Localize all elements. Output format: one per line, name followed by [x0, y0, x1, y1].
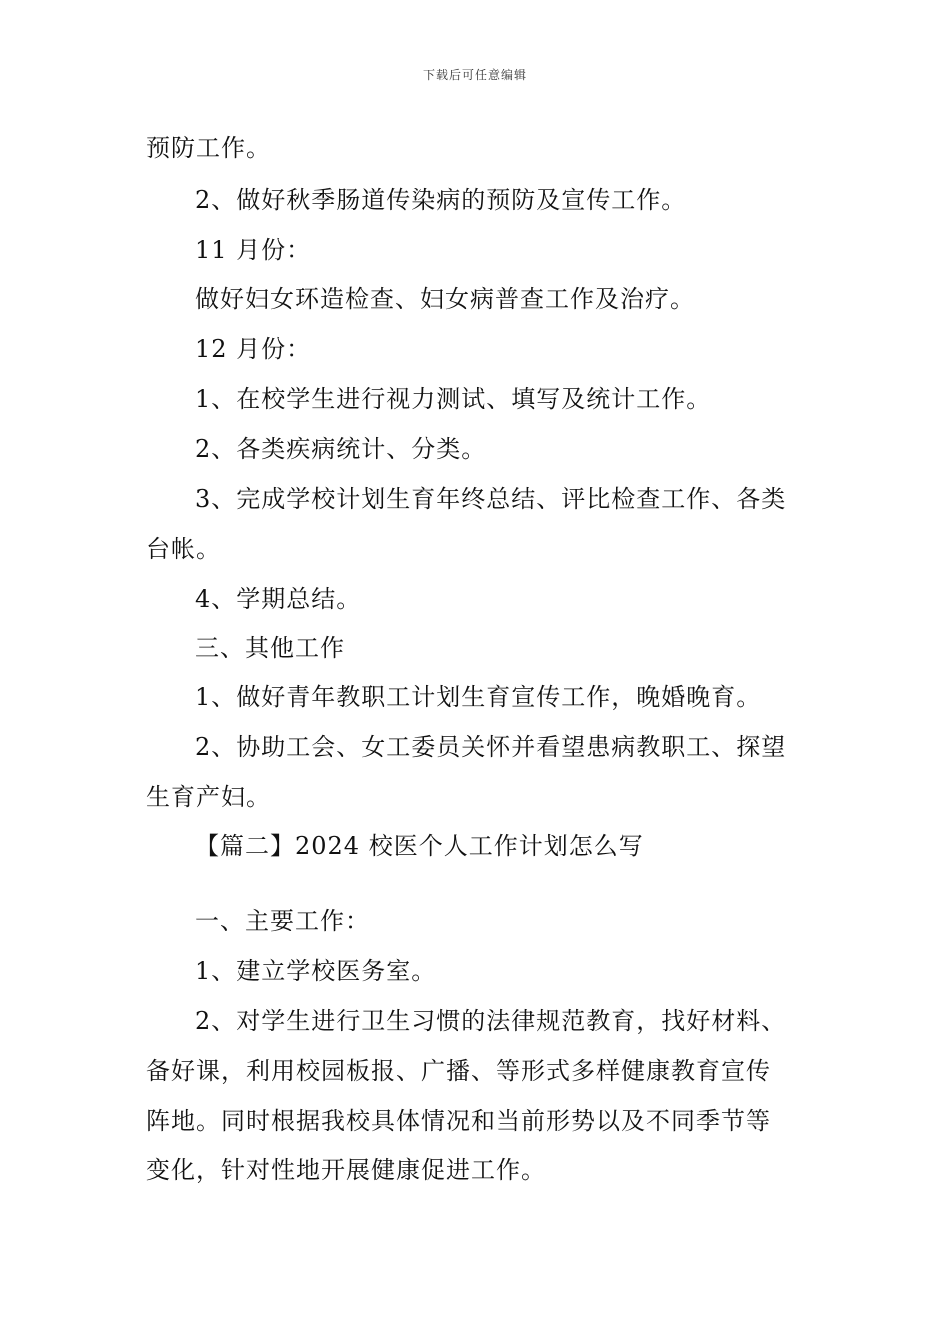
text-line: 2、做好秋季肠道传染病的预防及宣传工作。: [195, 186, 687, 214]
text-line: 预防工作。: [146, 134, 271, 162]
text-line: 11 月份：: [195, 236, 312, 264]
text-line: 1、建立学校医务室。: [195, 957, 437, 985]
text-line: 2、对学生进行卫生习惯的法律规范教育，找好材料、: [195, 1007, 787, 1035]
text-line: 2、各类疾病统计、分类。: [195, 435, 487, 463]
text-line: 备好课，利用校园板报、广播、等形式多样健康教育宣传: [146, 1057, 771, 1085]
text-line: 4、学期总结。: [195, 585, 362, 613]
text-line: 台帐。: [146, 535, 221, 563]
text-line: 一、主要工作：: [195, 907, 370, 935]
text-line: 12 月份：: [195, 335, 312, 363]
section-title: 【篇二】2024 校医个人工作计划怎么写: [195, 832, 644, 860]
text-line: 变化，针对性地开展健康促进工作。: [146, 1156, 546, 1184]
text-line: 生育产妇。: [146, 783, 271, 811]
text-line: 阵地。同时根据我校具体情况和当前形势以及不同季节等: [146, 1107, 771, 1135]
text-line: 做好妇女环造检查、妇女病普查工作及治疗。: [195, 285, 695, 313]
text-line: 1、做好青年教职工计划生育宣传工作，晚婚晚育。: [195, 683, 762, 711]
page-header: 下载后可任意编辑: [422, 68, 527, 82]
text-line: 2、协助工会、女工委员关怀并看望患病教职工、探望: [195, 733, 787, 761]
text-line: 3、完成学校计划生育年终总结、评比检查工作、各类: [195, 485, 787, 513]
text-line: 三、其他工作: [195, 634, 345, 662]
text-line: 1、在校学生进行视力测试、填写及统计工作。: [195, 385, 712, 413]
